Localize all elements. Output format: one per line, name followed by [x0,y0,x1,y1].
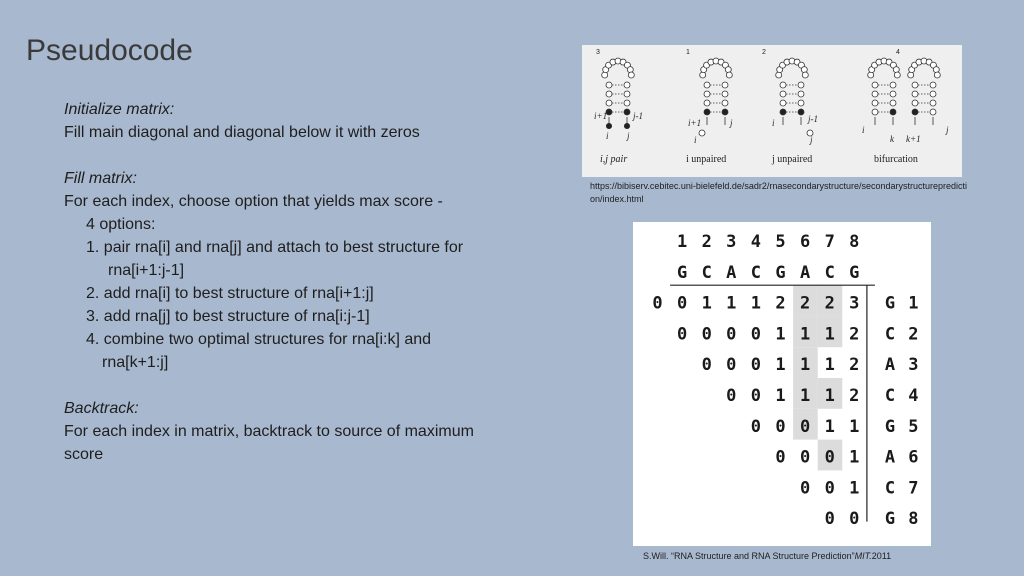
row-base: C [884,478,896,499]
pair-panel-stem-base [606,100,612,106]
pair-panel-stem-base [624,82,630,88]
junp-panel-loop-base [776,72,782,78]
matrix-cell: 0 [750,324,762,345]
dp-matrix [633,222,931,546]
row-index: 4 [908,386,919,406]
row-index: 2 [908,324,919,345]
iunp-panel-stem-base [722,109,728,115]
bif-right-stem-base [930,91,936,97]
pair-panel-stem-base [606,91,612,97]
matrix-cell: 0 [701,324,712,345]
iunp-panel-loop-base [725,67,731,73]
backtrack-text-cont: score [64,446,104,463]
row-index: 3 [908,355,919,376]
iunp-panel-stem-base [704,100,710,106]
bif-left-loop-base [868,72,874,78]
sequence-base: A [726,262,737,283]
matrix-cell: 3 [849,293,860,314]
matrix-cell: 1 [799,355,811,376]
matrix-cell: 0 [701,355,712,376]
junp-panel-stem-base [780,82,786,88]
bif-left-loop-base [894,72,900,78]
bif-right-stem-base [912,100,918,106]
iunp-panel-loop-base [726,72,732,78]
matrix-cell: 0 [799,416,811,437]
matrix-cell: 1 [824,324,835,345]
iunp-panel-loop-base [700,72,706,78]
matrix-cell: 1 [750,293,762,314]
panel-number: 1 [686,49,690,56]
rna-structure-figure [582,45,962,177]
row-index: 1 [908,293,919,314]
iunp-panel-stem-base [722,91,728,97]
bif-left-stem-base [872,91,878,97]
junp-panel-stem-base [780,100,786,106]
sequence-base: A [799,262,811,283]
label-i: i [606,131,609,141]
matrix-cell: 0 [676,324,688,345]
bif-left-loop-base [893,67,899,73]
sequence-base: G [775,262,786,283]
row-index: 5 [908,416,919,437]
case-caption: j unpaired [772,154,813,165]
matrix-cell: 1 [824,355,835,376]
pair-panel-loop-base [628,72,634,78]
iunp-panel-stem-base [704,109,710,115]
label-i-plus-1: i+1 [688,118,702,128]
citation-venue: MIT. [854,551,872,561]
fill-heading: Fill matrix: [64,170,137,187]
column-index: 4 [750,232,762,252]
label-j: j [810,135,813,145]
matrix-cell: 1 [775,386,786,406]
column-index: 1 [676,232,688,252]
nussinov-matrix [633,222,931,546]
pair-panel-i-base [606,123,612,129]
matrix-cell: 2 [849,355,860,376]
panel-number: 4 [896,49,900,56]
matrix-cell: 0 [824,478,835,499]
matrix-cell: 0 [750,355,762,376]
matrix-cell: 0 [824,447,835,468]
sequence-base: C [701,262,712,283]
pseudocode-body [64,98,534,466]
column-index: 5 [775,232,786,252]
row-base: A [884,355,896,376]
matrix-cell: 0 [775,416,786,437]
fill-text: For each index, choose option that yields max score - [64,193,443,210]
matrix-cell: 2 [849,324,860,345]
iunp-panel-stem-base [704,82,710,88]
matrix-cell: 1 [799,324,811,345]
matrix-cell: 1 [775,355,786,376]
row-index: 7 [908,478,919,499]
case-caption: i,j pair [600,154,628,165]
case-caption: bifurcation [874,154,918,165]
backtrack-text: For each index in matrix, backtrack to source of maximum [64,423,474,440]
row-base: C [884,324,896,345]
matrix-cell: 1 [799,386,811,406]
option-2: 2. add rna[i] to best structure of rna[i+1:j] [86,285,374,302]
label-i: i [862,125,865,135]
row-index: 8 [908,509,919,530]
matrix-cell: 0 [849,509,860,530]
bif-right-stem-base [930,109,936,115]
matrix-cell: 0 [750,416,762,437]
label-j: j [627,131,630,141]
recursion-cases-diagram [582,45,962,177]
junp-panel-loop-base [802,72,808,78]
bif-left-stem-base [890,109,896,115]
junp-panel-stem-base [798,82,804,88]
junp-panel-stem-base [798,109,804,115]
matrix-cell: 0 [652,293,663,314]
iunp-panel-i-base [699,130,705,136]
citation [643,551,891,561]
pair-panel-loop-base [602,72,608,78]
matrix-cell: 1 [701,293,712,314]
matrix-cell: 0 [775,447,786,468]
iunp-panel-stem-base [722,100,728,106]
bif-right-stem-base [912,91,918,97]
bif-right-stem-base [912,109,918,115]
matrix-cell: 1 [824,386,835,406]
label-i: i [694,135,697,145]
matrix-cell: 2 [849,386,860,406]
sequence-base: G [849,262,860,283]
matrix-cell: 2 [799,293,811,314]
page-title: Pseudocode [26,34,193,67]
option-1: 1. pair rna[i] and rna[j] and attach to best structure for [86,239,464,256]
pair-panel-stem-base [606,82,612,88]
matrix-cell: 1 [849,416,860,437]
column-index: 3 [726,232,737,252]
matrix-cell: 2 [775,293,786,314]
init-heading: Initialize matrix: [64,101,175,118]
panel-number: 3 [596,49,600,56]
junp-panel-stem-base [780,109,786,115]
label-k-plus-1: k+1 [906,134,921,144]
sequence-base: C [750,262,762,283]
row-base: G [884,509,896,530]
pair-panel-stem-base [624,109,630,115]
row-base: C [884,386,896,406]
row-base: A [884,447,896,468]
junp-panel-stem-base [780,91,786,97]
matrix-cell: 1 [775,324,786,345]
matrix-cell: 1 [824,416,835,437]
case-caption: i unpaired [686,154,727,165]
option-4: 4. combine two optimal structures for rna[i:k] and [86,331,432,348]
options-count: 4 options: [86,216,156,233]
panel-number: 2 [762,49,766,56]
matrix-cell: 0 [726,386,737,406]
citation-year: 2011 [871,551,892,561]
iunp-panel-stem-base [704,91,710,97]
option-4-cont: rna[k+1:j] [102,354,169,371]
bif-left-stem-base [872,109,878,115]
pair-panel-loop-base [627,67,633,73]
row-base: G [884,293,896,314]
bif-right-stem-base [912,82,918,88]
label-i-plus-1: i+1 [594,111,608,121]
bif-right-stem-base [930,82,936,88]
label-j-minus-1: j-1 [633,111,643,121]
matrix-cell: 0 [676,293,688,314]
column-index: 8 [849,232,860,252]
column-index: 6 [799,232,811,252]
bif-left-stem-base [890,82,896,88]
label-j: j [946,125,949,135]
option-3: 3. add rna[j] to best structure of rna[i:j-1] [86,308,370,325]
junp-panel-stem-base [798,91,804,97]
row-index: 6 [908,447,919,468]
matrix-cell: 1 [849,478,860,499]
row-base: G [884,416,896,437]
matrix-cell: 0 [799,478,811,499]
matrix-cell: 1 [849,447,860,468]
label-k: k [890,134,894,144]
backtrack-heading: Backtrack: [64,400,139,417]
bif-right-loop-base [934,72,940,78]
label-j-minus-1: j-1 [808,114,818,124]
label-i: i [772,118,775,128]
junp-panel-stem-base [798,100,804,106]
source-url: https://bibiserv.cebitec.uni-bielefeld.de/sadr2/rnasecondarystructure/secondarystructureprediction/index.html [590,181,968,204]
matrix-cell: 0 [726,324,737,345]
matrix-cell: 2 [824,293,835,314]
column-index: 7 [824,232,835,252]
init-text: Fill main diagonal and diagonal below it with zeros [64,124,420,141]
matrix-cell: 0 [750,386,762,406]
matrix-cell: 0 [726,355,737,376]
matrix-cell: 0 [799,447,811,468]
sequence-base: G [676,262,688,283]
pair-panel-j-base [624,123,630,129]
bif-left-stem-base [872,100,878,106]
bif-right-loop-base [933,67,939,73]
sequence-base: C [824,262,835,283]
column-index: 2 [701,232,712,252]
junp-panel-loop-base [801,67,807,73]
bif-left-stem-base [872,82,878,88]
pair-panel-stem-base [624,91,630,97]
bif-left-stem-base [890,100,896,106]
matrix-cell: 1 [726,293,737,314]
option-1-cont: rna[i+1:j-1] [108,262,185,279]
matrix-cell: 0 [824,509,835,530]
bif-right-loop-base [908,72,914,78]
pair-panel-stem-base [624,100,630,106]
label-j: j [730,118,733,128]
citation-text: S.Will. “RNA Structure and RNA Structure Prediction” [643,551,855,561]
bif-right-stem-base [930,100,936,106]
bif-left-stem-base [890,91,896,97]
iunp-panel-stem-base [722,82,728,88]
